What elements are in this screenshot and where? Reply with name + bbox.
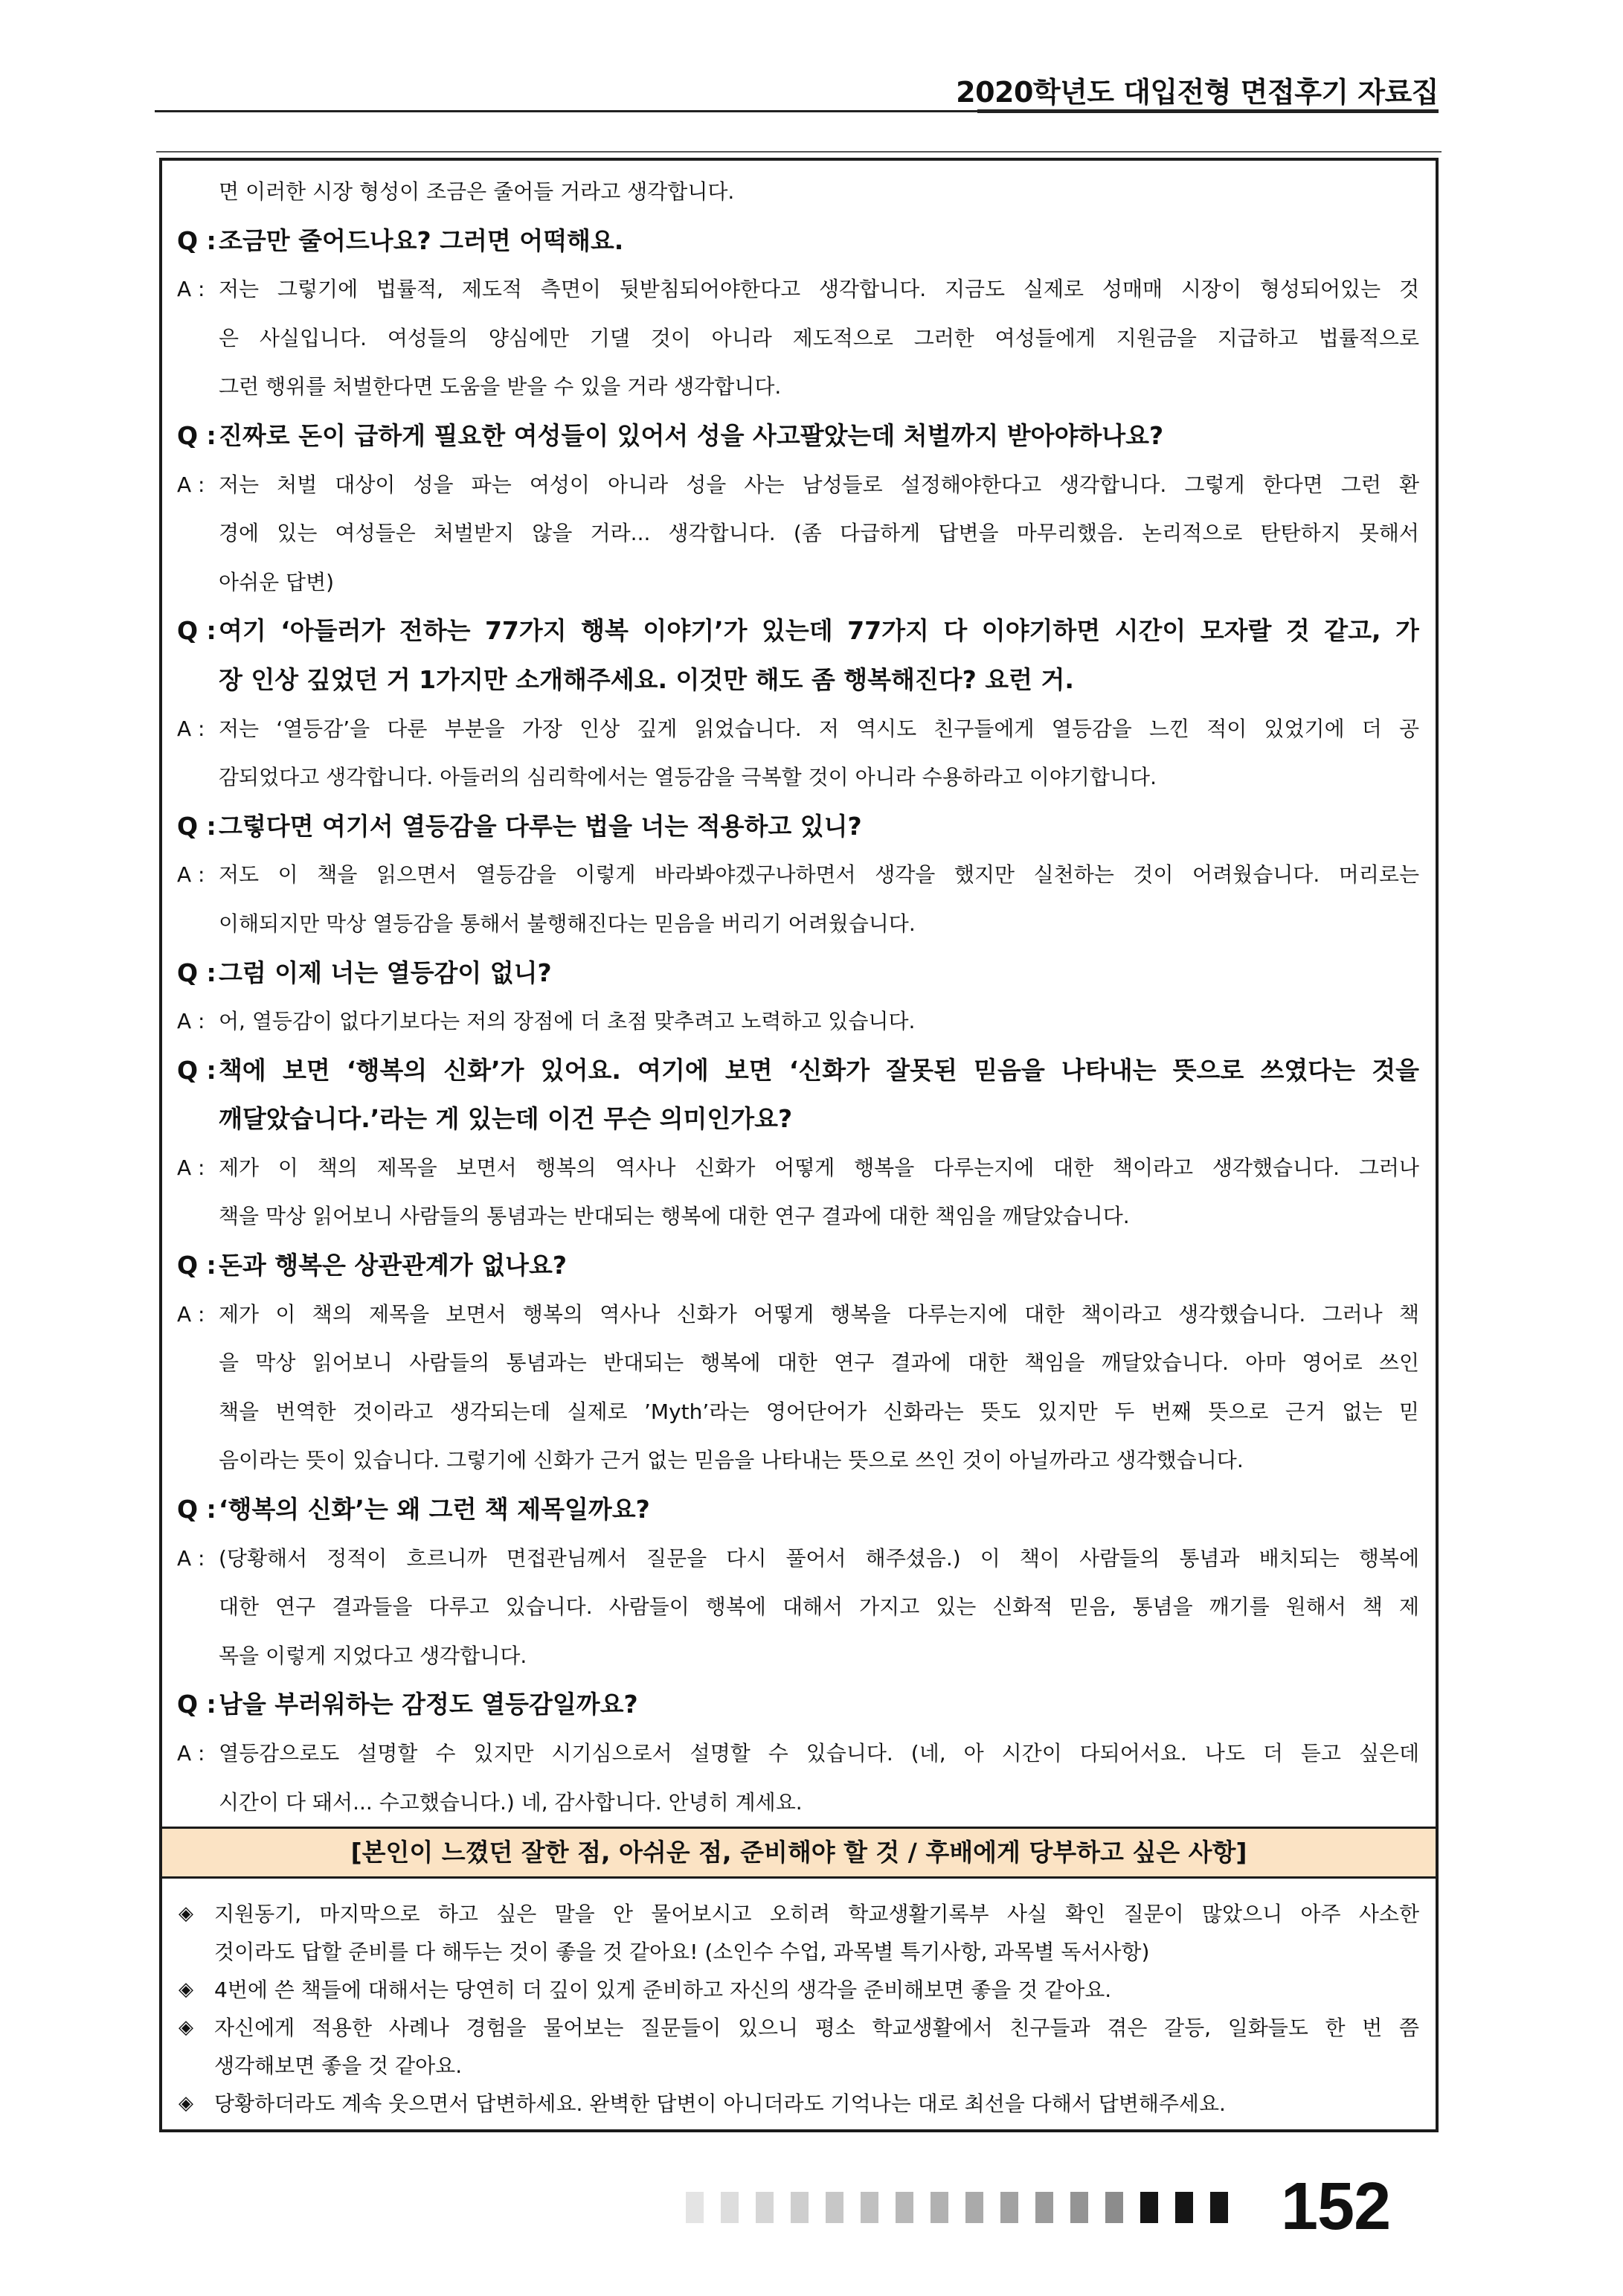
qa-answer xyxy=(177,1534,1419,1681)
advice-item xyxy=(179,1895,1419,1971)
answer-label: A : xyxy=(177,472,205,497)
advice-text: 생각해보면 좋을 것 같아요. xyxy=(214,2053,463,2079)
header-title-underline xyxy=(977,109,1439,113)
question-label: Q : xyxy=(177,225,216,255)
question-text: 그렇다면 여기서 열등감을 다루는 법을 너는 적용하고 있니? xyxy=(219,811,862,841)
content-box xyxy=(159,158,1439,2132)
qa-answer xyxy=(177,1290,1419,1485)
question-text: 여기 ‘아들러가 전하는 77가지 행복 이야기’가 있는데 77가지 다 이야기하면 시간이 모자랄 것 같고, 가 xyxy=(219,616,1419,646)
qa-answer xyxy=(177,265,1419,411)
question-text: 돈과 행복은 상관관계가 없나요? xyxy=(219,1251,568,1280)
answer-text: 음이라는 뜻이 있습니다. 그렇기에 신화가 근거 없는 믿음을 나타내는 뜻으로 쓰인 것이 아닐까라고 생각했습니다. xyxy=(219,1448,1244,1473)
answer-line xyxy=(177,1388,1419,1437)
diamond-bullet-icon: ◈ xyxy=(179,2092,193,2115)
question-line xyxy=(177,411,1419,461)
qa-answer xyxy=(177,461,1419,607)
question-line xyxy=(177,1046,1419,1095)
answer-text: 제가 이 책의 제목을 보면서 행복의 역사나 신화가 어떻게 행복을 다루는지에 대한 책이라고 생각했습니다. 그러나 xyxy=(219,1155,1419,1180)
question-line xyxy=(177,217,1419,266)
advice-item xyxy=(179,2085,1419,2123)
advice-text: 지원동기, 마지막으로 하고 싶은 말을 안 물어보시고 오히려 학교생활기록부 사실 확인 질문이 많았으니 아주 사소한 xyxy=(214,1902,1419,1927)
answer-line xyxy=(177,167,1419,217)
qa-question xyxy=(177,217,1419,266)
footer-decor-square xyxy=(1140,2192,1158,2223)
footer-decor-square xyxy=(896,2192,913,2223)
answer-line xyxy=(177,558,1419,607)
footer-decor-square xyxy=(931,2192,948,2223)
advice-text: 당황하더라도 계속 웃으면서 답변하세요. 완벽한 답변이 아니더라도 기억나는 대로 최선을 다해서 답변해주세요. xyxy=(214,2091,1226,2117)
qa-question xyxy=(177,1046,1419,1144)
header-rule xyxy=(155,110,977,112)
footer-decor-square xyxy=(1000,2192,1018,2223)
answer-line xyxy=(177,314,1419,363)
question-text: 남을 부러워하는 감정도 열등감일까요? xyxy=(219,1690,638,1719)
footer-decor-square xyxy=(791,2192,809,2223)
advice-line xyxy=(179,2085,1419,2123)
question-text: 깨달았습니다.’라는 게 있는데 이건 무슨 의미인가요? xyxy=(219,1104,793,1134)
qa-question xyxy=(177,606,1419,704)
question-label: Q : xyxy=(177,616,216,646)
footer-decoration xyxy=(686,2192,1228,2223)
answer-text: 면 이러한 시장 형성이 조금은 줄어들 거라고 생각합니다. xyxy=(219,179,735,204)
answer-label: A : xyxy=(177,1301,205,1327)
qa-answer xyxy=(177,705,1419,802)
question-label: Q : xyxy=(177,811,216,841)
answer-line xyxy=(177,1338,1419,1388)
footer-decor-square xyxy=(721,2192,739,2223)
advice-text: 자신에게 적용한 사례나 경험을 물어보는 질문들이 있으니 평소 학교생활에서 친구들과 겪은 갈등, 일화들도 한 번 쯤 xyxy=(214,2016,1419,2041)
advice-list xyxy=(162,1879,1436,2123)
question-label: Q : xyxy=(177,1495,216,1524)
answer-line xyxy=(177,850,1419,900)
answer-line xyxy=(177,509,1419,558)
answer-label: A : xyxy=(177,1009,205,1034)
answer-line xyxy=(177,1144,1419,1193)
answer-text: 시간이 다 돼서... 수고했습니다.) 네, 감사합니다. 안녕히 계세요. xyxy=(219,1789,803,1815)
footer-decor-square xyxy=(826,2192,843,2223)
question-label: Q : xyxy=(177,1251,216,1280)
footer-decor-square xyxy=(756,2192,774,2223)
answer-label: A : xyxy=(177,1155,205,1180)
answer-label: A : xyxy=(177,716,205,741)
question-line xyxy=(177,606,1419,655)
document-header-title: 2020학년도 대입전형 면접후기 자료집 xyxy=(956,76,1439,109)
question-label: Q : xyxy=(177,958,216,987)
footer-decor-square xyxy=(686,2192,704,2223)
answer-text: 그런 행위를 처벌한다면 도움을 받을 수 있을 거라 생각합니다. xyxy=(219,374,782,400)
answer-text: 감되었다고 생각합니다. 아들러의 심리학에서는 열등감을 극복할 것이 아니라 수용하라고 이야기합니다. xyxy=(219,765,1157,790)
qa-answer-continuation xyxy=(177,167,1419,217)
reflection-heading-banner: [본인이 느꼈던 잘한 점, 아쉬운 점, 준비해야 할 것 / 후배에게 당부하고 싶은 사항] xyxy=(162,1827,1436,1879)
question-text: ‘행복의 신화’는 왜 그런 책 제목일까요? xyxy=(219,1495,650,1524)
answer-text: 저도 이 책을 읽으면서 열등감을 이렇게 바라봐야겠구나하면서 생각을 했지만 실천하는 것이 어려웠습니다. 머리로는 xyxy=(219,862,1419,888)
qa-question xyxy=(177,802,1419,851)
answer-text: 아쉬운 답변) xyxy=(219,569,335,594)
question-text: 그럼 이제 너는 열등감이 없니? xyxy=(219,958,552,987)
interview-transcript xyxy=(162,161,1436,1827)
answer-line xyxy=(177,1582,1419,1632)
answer-text: 목을 이렇게 지었다고 생각합니다. xyxy=(219,1643,527,1668)
question-line xyxy=(177,1680,1419,1729)
footer-decor-square xyxy=(1105,2192,1123,2223)
answer-line xyxy=(177,265,1419,314)
footer-decor-square xyxy=(1070,2192,1088,2223)
answer-line xyxy=(177,1729,1419,1778)
diamond-bullet-icon: ◈ xyxy=(179,2016,193,2039)
question-label: Q : xyxy=(177,1055,216,1085)
page-number: 152 xyxy=(1281,2170,1391,2244)
answer-line xyxy=(177,997,1419,1046)
qa-answer xyxy=(177,1144,1419,1241)
question-text: 조금만 줄어드나요? 그러면 어떡해요. xyxy=(219,225,624,255)
answer-text: (당황해서 정적이 흐르니까 면접관님께서 질문을 다시 풀어서 해주셨음.) 이 책이 사람들의 통념과 배치되는 행복에 xyxy=(219,1545,1419,1571)
answer-line xyxy=(177,900,1419,949)
answer-text: 책을 번역한 것이라고 생각되는데 실제로 ’Myth’라는 영어단어가 신화라는 뜻도 있지만 두 번째 뜻으로 근거 없는 믿 xyxy=(219,1399,1419,1424)
advice-line xyxy=(179,1895,1419,1933)
answer-text: 대한 연구 결과들을 다루고 있습니다. 사람들이 행복에 대해서 가지고 있는 신화적 믿음, 통념을 깨기를 원해서 책 제 xyxy=(219,1594,1419,1620)
question-line xyxy=(177,949,1419,998)
answer-line xyxy=(177,753,1419,802)
answer-text: 어, 열등감이 없다기보다는 저의 장점에 더 초점 맞추려고 노력하고 있습니다. xyxy=(219,1009,916,1034)
answer-text: 이해되지만 막상 열등감을 통해서 불행해진다는 믿음을 버리기 어려웠습니다. xyxy=(219,911,916,936)
diamond-bullet-icon: ◈ xyxy=(179,1978,193,2001)
question-line xyxy=(177,1485,1419,1534)
footer-decor-square xyxy=(1210,2192,1228,2223)
answer-line xyxy=(177,1290,1419,1339)
answer-label: A : xyxy=(177,1545,205,1571)
answer-line xyxy=(177,1436,1419,1485)
answer-label: A : xyxy=(177,862,205,888)
answer-line xyxy=(177,362,1419,411)
qa-answer xyxy=(177,997,1419,1046)
question-line xyxy=(177,802,1419,851)
qa-question xyxy=(177,1485,1419,1534)
question-text: 책에 보면 ‘행복의 신화’가 있어요. 여기에 보면 ‘신화가 잘못된 믿음을 나타내는 뜻으로 쓰였다는 것을 xyxy=(219,1055,1419,1085)
box-top-rule xyxy=(156,151,1442,153)
answer-label: A : xyxy=(177,1741,205,1766)
advice-item xyxy=(179,2009,1419,2085)
footer-decor-square xyxy=(1035,2192,1053,2223)
question-label: Q : xyxy=(177,420,216,450)
answer-text: 경에 있는 여성들은 처벌받지 않을 거라... 생각합니다. (좀 다급하게 답변을 마무리했음. 논리적으로 탄탄하지 못해서 xyxy=(219,521,1419,546)
qa-question xyxy=(177,411,1419,461)
answer-line xyxy=(177,461,1419,510)
qa-question xyxy=(177,949,1419,998)
question-label: Q : xyxy=(177,1690,216,1719)
advice-line xyxy=(179,2009,1419,2047)
answer-line xyxy=(177,1778,1419,1827)
answer-text: 저는 그렇기에 법률적, 제도적 측면이 뒷받침되어야한다고 생각합니다. 지금도 실제로 성매매 시장이 형성되어있는 것 xyxy=(219,277,1419,302)
question-line xyxy=(177,655,1419,705)
qa-answer xyxy=(177,1729,1419,1827)
answer-text: 저는 ‘열등감’을 다룬 부분을 가장 인상 깊게 읽었습니다. 저 역시도 친구들에게 열등감을 느낀 적이 있었기에 더 공 xyxy=(219,716,1419,741)
advice-text: 4번에 쓴 책들에 대해서는 당연히 더 깊이 있게 준비하고 자신의 생각을 준비해보면 좋을 것 같아요. xyxy=(214,1978,1112,2003)
advice-line xyxy=(179,1971,1419,2009)
answer-text: 을 막상 읽어보니 사람들의 통념과는 반대되는 행복에 대한 연구 결과에 대한 책임을 깨달았습니다. 아마 영어로 쓰인 xyxy=(219,1350,1419,1376)
answer-text: 제가 이 책의 제목을 보면서 행복의 역사나 신화가 어떻게 행복을 다루는지에 대한 책이라고 생각했습니다. 그러나 책 xyxy=(219,1301,1419,1327)
answer-line xyxy=(177,1632,1419,1681)
qa-answer xyxy=(177,850,1419,948)
question-text: 진짜로 돈이 급하게 필요한 여성들이 있어서 성을 사고팔았는데 처벌까지 받아야하나요? xyxy=(219,420,1164,450)
diamond-bullet-icon: ◈ xyxy=(179,1902,193,1925)
answer-line xyxy=(177,1534,1419,1583)
qa-question xyxy=(177,1241,1419,1290)
question-line xyxy=(177,1094,1419,1144)
advice-item xyxy=(179,1971,1419,2009)
answer-line xyxy=(177,1192,1419,1241)
advice-line xyxy=(179,1933,1419,1971)
footer-decor-square xyxy=(861,2192,878,2223)
answer-line xyxy=(177,705,1419,754)
answer-text: 열등감으로도 설명할 수 있지만 시기심으로서 설명할 수 있습니다. (네, 아 시간이 다되어서요. 나도 더 듣고 싶은데 xyxy=(219,1741,1419,1766)
question-line xyxy=(177,1241,1419,1290)
answer-label: A : xyxy=(177,277,205,302)
advice-line xyxy=(179,2047,1419,2085)
answer-text: 은 사실입니다. 여성들의 양심에만 기댈 것이 아니라 제도적으로 그러한 여성들에게 지원금을 지급하고 법률적으로 xyxy=(219,325,1419,350)
footer-decor-square xyxy=(965,2192,983,2223)
footer-decor-square xyxy=(1175,2192,1193,2223)
answer-text: 책을 막상 읽어보니 사람들의 통념과는 반대되는 행복에 대한 연구 결과에 대한 책임을 깨달았습니다. xyxy=(219,1204,1130,1229)
question-text: 장 인상 깊었던 거 1가지만 소개해주세요. 이것만 해도 좀 행복해진다? 요런 거. xyxy=(219,664,1074,694)
answer-text: 저는 처벌 대상이 성을 파는 여성이 아니라 성을 사는 남성들로 설정해야한다고 생각합니다. 그렇게 한다면 그런 환 xyxy=(219,472,1419,497)
advice-text: 것이라도 답할 준비를 다 해두는 것이 좋을 것 같아요! (소인수 수업, 과목별 특기사항, 과목별 독서사항) xyxy=(214,1940,1150,1965)
qa-question xyxy=(177,1680,1419,1729)
